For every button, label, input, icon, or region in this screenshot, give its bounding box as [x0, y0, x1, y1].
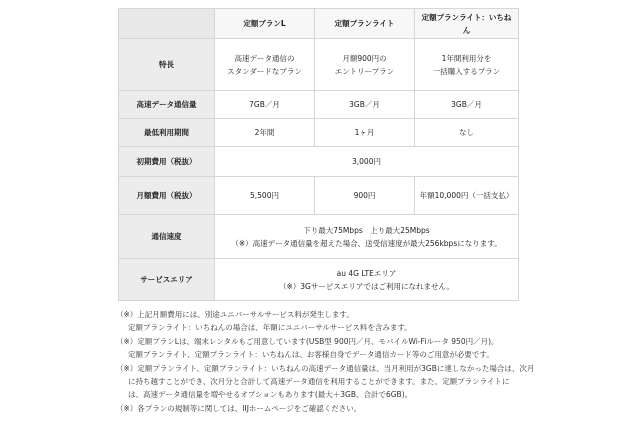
text-line: （※）3Gサービスエリアではご利用になれません。	[278, 281, 455, 291]
row-monthly	[119, 177, 519, 215]
cell-features-plan-l	[215, 39, 315, 91]
cell-data-plan-lite: 3GB／月	[315, 91, 415, 119]
footnote-line: （※）定額プランライト、定額プランライト：いちねんの高速データ通信量は、当月利用が3GBに達しなかった場合は、次月	[116, 363, 535, 373]
cell-period-plan-lite: 1ヶ月	[315, 119, 415, 147]
cell-data-plan-l: 7GB／月	[215, 91, 315, 119]
footnote-line: （※）上記月額費用には、別途ユニバーサルサービス料が発生します。	[116, 310, 354, 319]
col-header-plan-lite: 定額プランライト	[315, 9, 415, 39]
row-initial	[119, 147, 519, 177]
row-speed	[119, 215, 519, 259]
cell-features-plan-lite-ichinen	[415, 39, 519, 91]
text-line: 下り最大75Mbps 上り最大25Mbps	[303, 225, 430, 235]
row-header-period: 最低利用期間	[119, 119, 215, 147]
row-data	[119, 91, 519, 119]
row-header-monthly: 月額費用（税抜）	[119, 177, 215, 215]
row-header-speed: 通信速度	[119, 215, 215, 259]
cell-monthly-plan-lite-ichinen: 年額10,000円（一括支払）	[415, 177, 519, 215]
col-header-plan-l: 定額プランL	[215, 9, 315, 39]
row-header-data: 高速データ通信量	[119, 91, 215, 119]
cell-monthly-plan-lite: 900円	[315, 177, 415, 215]
footnote-line: に持ち越すことができ、次月分と合計して高速データ通信を利用することができます。また、定額プランライトに	[128, 377, 510, 387]
row-period	[119, 119, 519, 147]
cell-period-plan-l: 2年間	[215, 119, 315, 147]
footnotes	[116, 308, 536, 415]
text-line: 月額900円の	[342, 53, 387, 63]
footnote-line: 定額プランライト：いちねんの場合は、年額にユニバーサルサービス料を含みます。	[128, 323, 412, 333]
row-header-features: 特長	[119, 39, 215, 91]
text-line: スタンダードなプラン	[227, 66, 302, 76]
text-line: エントリープラン	[334, 66, 395, 76]
row-area	[119, 259, 519, 301]
col-header-plan-lite-ichinen: 定額プランライト：いちねん	[415, 9, 519, 39]
row-header-initial: 初期費用（税抜）	[119, 147, 215, 177]
cell-monthly-plan-l: 5,500円	[215, 177, 315, 215]
text-line: （※）高速データ通信量を超えた場合、送受信速度が最大256kbpsになります。	[231, 238, 502, 248]
cell-area	[215, 259, 519, 301]
plan-comparison-table	[118, 8, 519, 301]
row-header-area: サービスエリア	[119, 259, 215, 301]
cell-speed	[215, 215, 519, 259]
cell-initial: 3,000円	[215, 147, 519, 177]
text-line: au 4G LTEエリア	[336, 268, 397, 278]
text-line: 一括購入するプラン	[432, 66, 501, 76]
footnote-line: は、高速データ通信量を増やせるオプションもあります(最大＋3GB、合計で6GB)。	[128, 390, 413, 400]
cell-features-plan-lite	[315, 39, 415, 91]
footnote-line: （※）定額プランLは、端末レンタルもご用意しています(USB型 900円／月、モバイルWi-Fiルータ 950円／月)。	[116, 336, 499, 346]
text-line: 高速データ通信の	[234, 53, 295, 63]
cell-period-plan-lite-ichinen: なし	[415, 119, 519, 147]
footnote-line: 定額プランライト、定額プランライト：いちねんは、お客様自身でデータ通信カード等のご用意が必要です。	[128, 350, 494, 360]
row-features	[119, 39, 519, 91]
text-line: 1年間利用分を	[441, 53, 492, 63]
footnote-line: （※）各プランの規制等に関しては、IIJホームページをご確認ください。	[116, 403, 362, 413]
header-row	[119, 9, 519, 39]
cell-data-plan-lite-ichinen: 3GB／月	[415, 91, 519, 119]
corner-cell	[119, 9, 215, 39]
